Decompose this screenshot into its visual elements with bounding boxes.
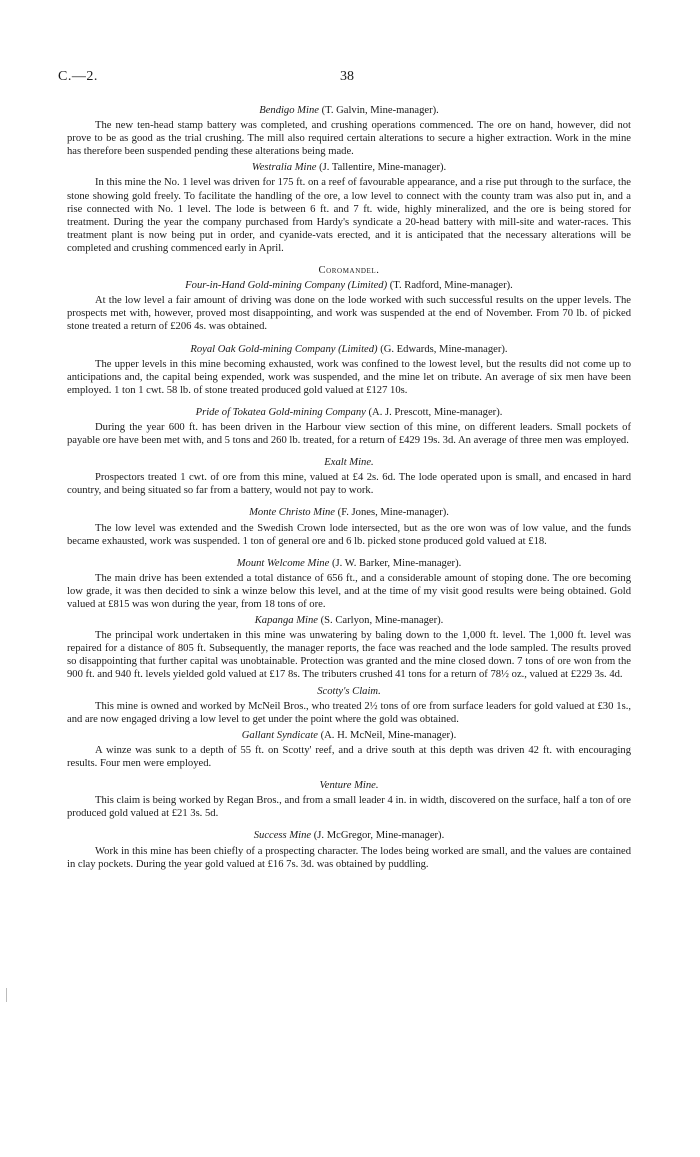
mine-name: Venture Mine. (319, 780, 379, 792)
section-paragraph: The low level was extended and the Swedish Crown lode intersected, but as the ore won was of low value, and the funds became exhausted, work was suspended. 1 ton of general ore and 6 lb. picked stone produced gold valued at £18. (67, 522, 631, 547)
mine-manager: (J. Tallentire, Mine-manager). (316, 162, 447, 174)
section-heading (67, 343, 631, 356)
mine-name: Scotty's Claim. (317, 685, 381, 697)
mine-name: Gallant Syndicate (241, 729, 318, 741)
mine-manager: (A. J. Prescott, Mine-manager). (365, 406, 503, 418)
page-number: 38 (340, 69, 354, 84)
section-heading (67, 406, 631, 419)
section-paragraph: In this mine the No. 1 level was driven for 175 ft. on a reef of favourable appearance, and a rise put through to the surface, the stone showing gold freely. To facilitate the handling of the ore, a low level to connect with the county tram was also put in, and a rise connected with No. 1 level. The lode is between 6 ft. and 7 ft. wide, highly mineralized, and the ore is being stored for treatment. During the year the company purchased from Hardy's syndicate a 20-head battery with mill-site and water-races. This treatment plant is now being put in order, and cyanide-vats erected, and it is anticipated that the necessary alterations will be completed and crushing commenced early in April. (67, 177, 631, 254)
section-paragraph: Work in this mine has been chiefly of a prospecting character. The lodes being worked are small, and the values are contained in clay pockets. During the year gold valued at £16 7s. 3d. was obtained by puddling. (67, 845, 631, 870)
section-paragraph: The principal work undertaken in this mine was unwatering by baling down to the 1,000 ft. level. The 1,000 ft. level was repaired for a distance of 805 ft. Subsequently, the manager reports, the face was reached and the lode sampled. The results proved so disappointing that further capital was unobtainable. Protection was granted and the mine closed down. 7 tons of ore won from the 900 ft. and 940 ft. levels yielded gold valued at £17 8s. The tributers crushed 41 tons for a return of 78½ oz., valued at £229 3s. 4d. (67, 630, 631, 681)
section-paragraph: Prospectors treated 1 cwt. of ore from this mine, valued at £4 2s. 6d. The lode operated upon is small, and encased in hard country, and being situated so far from a battery, would not pay to work. (67, 472, 631, 497)
section-heading (67, 614, 631, 627)
mine-name: Success Mine (253, 830, 312, 842)
mine-manager: (G. Edwards, Mine-manager). (377, 343, 508, 355)
page-body (67, 104, 631, 871)
mine-manager: (T. Galvin, Mine-manager). (318, 105, 439, 116)
section-heading (67, 161, 631, 174)
mine-name: Bendigo Mine (259, 105, 319, 116)
mine-name: Westralia Mine (251, 162, 317, 174)
mine-name: Kapanga Mine (254, 615, 318, 627)
section-heading (67, 279, 631, 292)
mine-name: Royal Oak Gold-mining Company (Limited) (190, 343, 378, 355)
section-paragraph: A winze was sunk to a depth of 55 ft. on Scotty' reef, and a drive south at this depth was driven 42 ft. with encouraging results. Four men were employed. (67, 744, 631, 770)
section-paragraph: The main drive has been extended a total distance of 656 ft., and a considerable amount of stoping done. The ore becoming low grade, it was then decided to sink a winze below this level, and at the time of my visit good results were being obtained. Gold valued at £815 was won during the year, from 18 tons of ore. (67, 572, 631, 610)
section-heading (67, 779, 631, 792)
mine-name: Pride of Tokatea Gold-mining Company (195, 406, 366, 418)
section-paragraph: The upper levels in this mine becoming exhausted, work was confined to the lowest level, but the results did not come up to anticipations and, the capital being expended, work was suspended, and the mine let on tribute. An average of six men have been employed. 1 ton 1 cwt. 58 lb. of stone treated produced gold valued at £127 10s. (67, 358, 631, 396)
mine-manager: (F. Jones, Mine-manager). (335, 507, 449, 519)
section-heading (67, 829, 631, 842)
section-heading (67, 557, 631, 570)
section-heading (67, 685, 631, 698)
section-paragraph: The new ten-head stamp battery was completed, and crushing operations commenced. The ore on hand, however, did not prove to be as good as the trial crushing. The mill also required certain alterations to secure a higher extraction. Work in the mine has therefore been suspended pending these alterations being made. (67, 120, 631, 158)
section-heading (67, 506, 631, 519)
margin-mark (6, 988, 7, 1002)
mine-manager: (A. H. McNeil, Mine-manager). (317, 729, 457, 741)
section-paragraph: This mine is owned and worked by McNeil Bros., who treated 2½ tons of ore from surface leaders for gold valued at £30 1s., and are now engaged driving a low level to get under the point where the gold was obtained. (67, 700, 631, 725)
mine-manager: (S. Carlyon, Mine-manager). (317, 615, 444, 627)
mine-name: Mount Welcome Mine (236, 557, 330, 569)
mine-name: Monte Christo Mine (249, 507, 336, 519)
district-heading: Coromandel. (318, 265, 380, 277)
mine-manager: (J. McGregor, Mine-manager). (311, 830, 445, 842)
page-reference: C.—2. (58, 69, 98, 84)
section-paragraph: During the year 600 ft. has been driven in the Harbour view section of this mine, on different leaders. Small pockets of payable ore have been met with, and 5 tons and 260 lb. treated, for a return of £429 19s. 3d. An average of three men was employed. (67, 421, 631, 447)
section-heading (67, 456, 631, 469)
section-heading (67, 729, 631, 742)
mine-name: Four-in-Hand Gold-mining Company (Limited) (185, 280, 388, 292)
section-heading (67, 104, 631, 117)
mine-manager: (T. Radford, Mine-manager). (387, 280, 513, 292)
mine-name: Exalt Mine. (324, 457, 374, 469)
section-paragraph: At the low level a fair amount of driving was done on the lode worked with such successful results on the upper levels. The prospects met with, however, proved most disappointing, and work was suspended at the end of November. From 70 lb. of picked stone treated a return of £206 4s. was obtained. (67, 295, 631, 333)
mine-manager: (J. W. Barker, Mine-manager). (329, 557, 462, 569)
section-paragraph: This claim is being worked by Regan Bros., and from a small leader 4 in. in width, discovered on the surface, half a ton of ore produced gold valued at £21 3s. 5d. (67, 795, 631, 820)
